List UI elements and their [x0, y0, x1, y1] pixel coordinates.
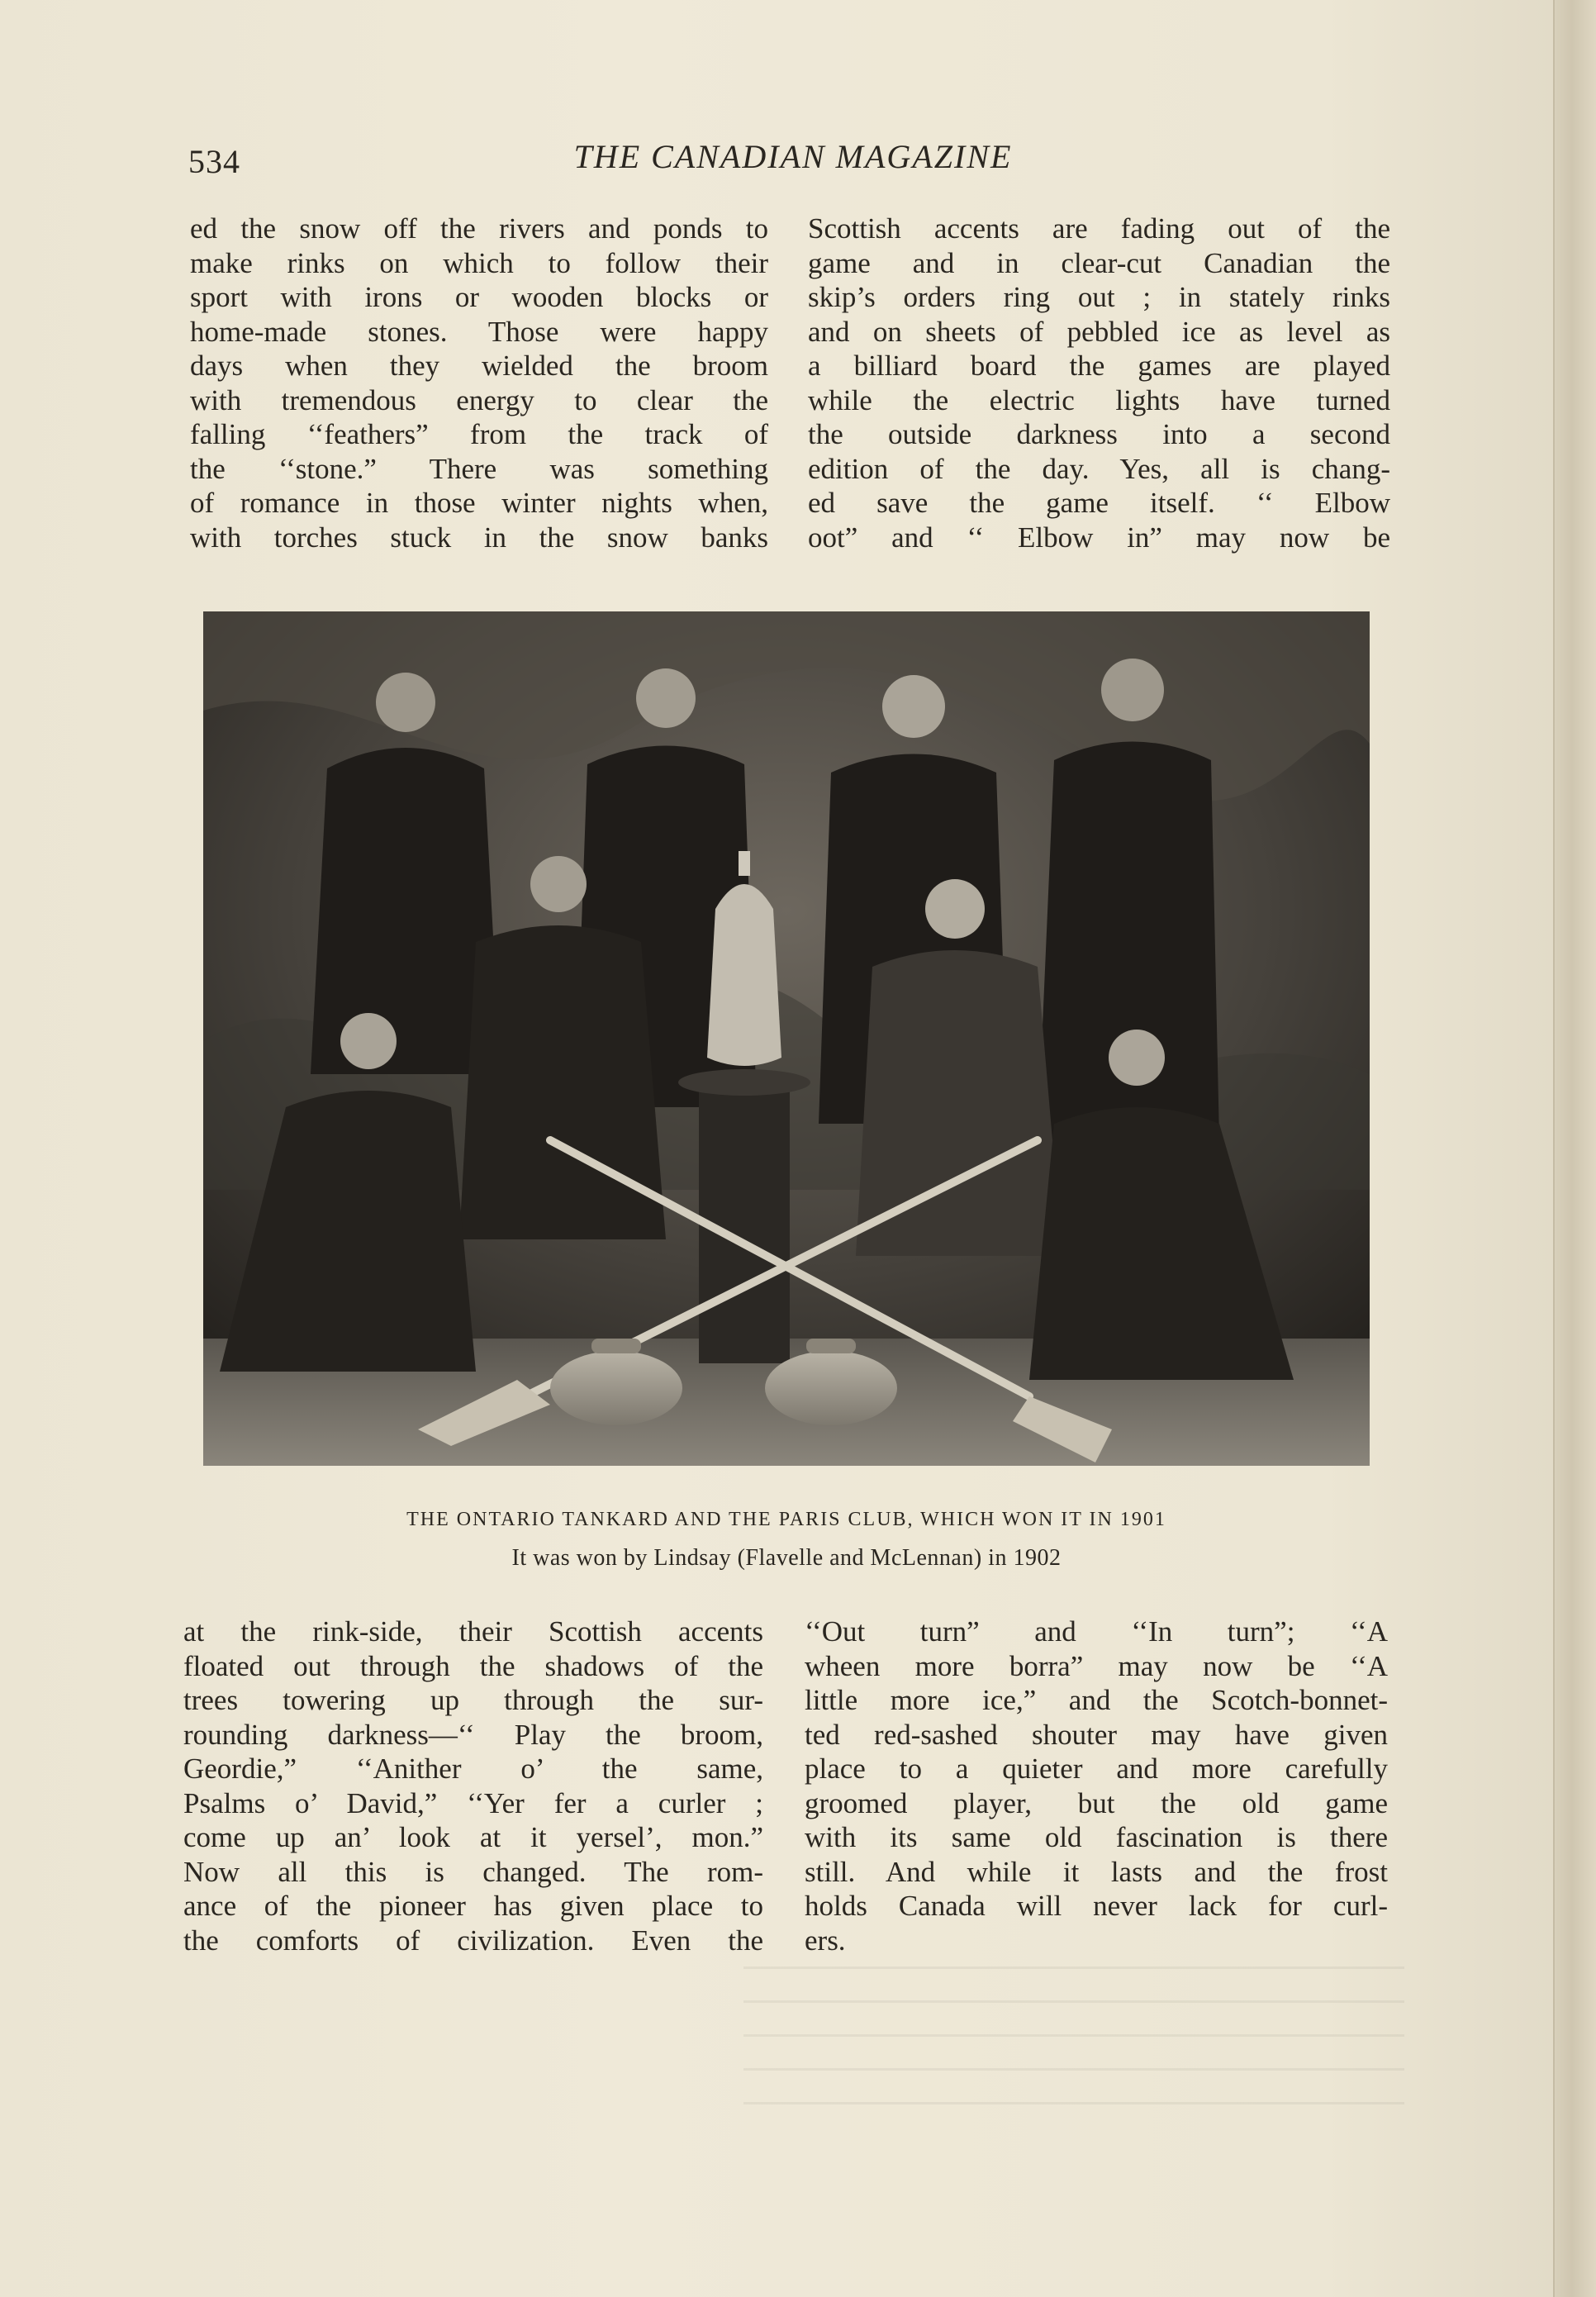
text-line: ed the snow off the rivers and ponds to — [190, 212, 768, 245]
text-line: with torches stuck in the snow banks — [190, 521, 768, 554]
text-line: make rinks on which to follow their — [190, 246, 768, 279]
page-number: 534 — [188, 143, 240, 180]
text-line: little more ice,” and the Scotch-bonnet- — [805, 1684, 1388, 1716]
page-binding-edge — [1553, 0, 1596, 2297]
text-line: trees towering up through the sur- — [183, 1684, 763, 1716]
text-line: game and in clear-cut Canadian the — [808, 246, 1390, 279]
figure-caption-title: THE ONTARIO TANKARD AND THE PARIS CLUB, WHICH WON IT IN 1901 — [406, 1509, 1166, 1530]
photograph-curling-club — [203, 611, 1370, 1466]
text-line: edition of the day. Yes, all is chang- — [808, 452, 1390, 485]
text-column-right-top — [808, 212, 1390, 554]
text-line: rounding darkness—‘‘ Play the broom, — [183, 1718, 763, 1751]
text-line: a billiard board the games are played — [808, 350, 1390, 382]
text-line: still. And while it lasts and the frost — [805, 1855, 1388, 1888]
text-column-left-bottom — [183, 1615, 763, 1957]
text-line: ‘‘Out turn” and ‘‘In turn”; ‘‘A — [805, 1615, 1388, 1648]
text-line: floated out through the shadows of the — [183, 1649, 763, 1682]
photograph-illustration — [203, 611, 1370, 1466]
text-line: the outside darkness into a second — [808, 418, 1390, 450]
text-line: days when they wielded the broom — [190, 350, 768, 382]
text-line: holds Canada will never lack for curl- — [805, 1890, 1388, 1922]
text-line: ers. — [805, 1924, 846, 1957]
text-line: Psalms o’ David,” ‘‘Yer fer a curler ; — [183, 1786, 763, 1819]
text-line: Geordie,” ‘‘Anither o’ the same, — [183, 1752, 763, 1785]
text-line: place to a quieter and more carefully — [805, 1752, 1388, 1785]
text-line: Now all this is changed. The rom- — [183, 1855, 763, 1888]
text-line: the comforts of civilization. Even the — [183, 1924, 763, 1957]
text-line: groomed player, but the old game — [805, 1786, 1388, 1819]
text-line: sport with irons or wooden blocks or — [190, 281, 768, 313]
running-head: THE CANADIAN MAGAZINE — [573, 138, 1013, 175]
text-line: Scottish accents are fading out of the — [808, 212, 1390, 245]
text-line: at the rink-side, their Scottish accents — [183, 1615, 763, 1648]
text-line: oot” and ‘‘ Elbow in” may now be — [808, 521, 1390, 554]
text-line: with its same old fascination is there — [805, 1821, 1388, 1853]
text-line: ance of the pioneer has given place to — [183, 1890, 763, 1922]
text-line: while the electric lights have turned — [808, 383, 1390, 416]
text-column-left-top — [190, 212, 768, 554]
text-line: home-made stones. Those were happy — [190, 315, 768, 348]
text-line: with tremendous energy to clear the — [190, 383, 768, 416]
text-line: the ‘‘stone.” There was something — [190, 452, 768, 485]
text-line: skip’s orders ring out ; in stately rinks — [808, 281, 1390, 313]
figure-caption-subtitle: It was won by Lindsay (Flavelle and McLennan) in 1902 — [511, 1545, 1062, 1571]
text-line: and on sheets of pebbled ice as level as — [808, 315, 1390, 348]
text-line: ed save the game itself. ‘‘ Elbow — [808, 487, 1390, 519]
text-line: wheen more borra” may now be ‘‘A — [805, 1649, 1388, 1682]
text-line: ted red-sashed shouter may have given — [805, 1718, 1388, 1751]
text-line: falling ‘‘feathers” from the track of — [190, 418, 768, 450]
text-line: come up an’ look at it yersel’, mon.” — [183, 1821, 763, 1853]
text-column-right-bottom — [805, 1615, 1388, 1957]
page-show-through — [743, 1966, 1404, 2132]
text-line: of romance in those winter nights when, — [190, 487, 768, 519]
